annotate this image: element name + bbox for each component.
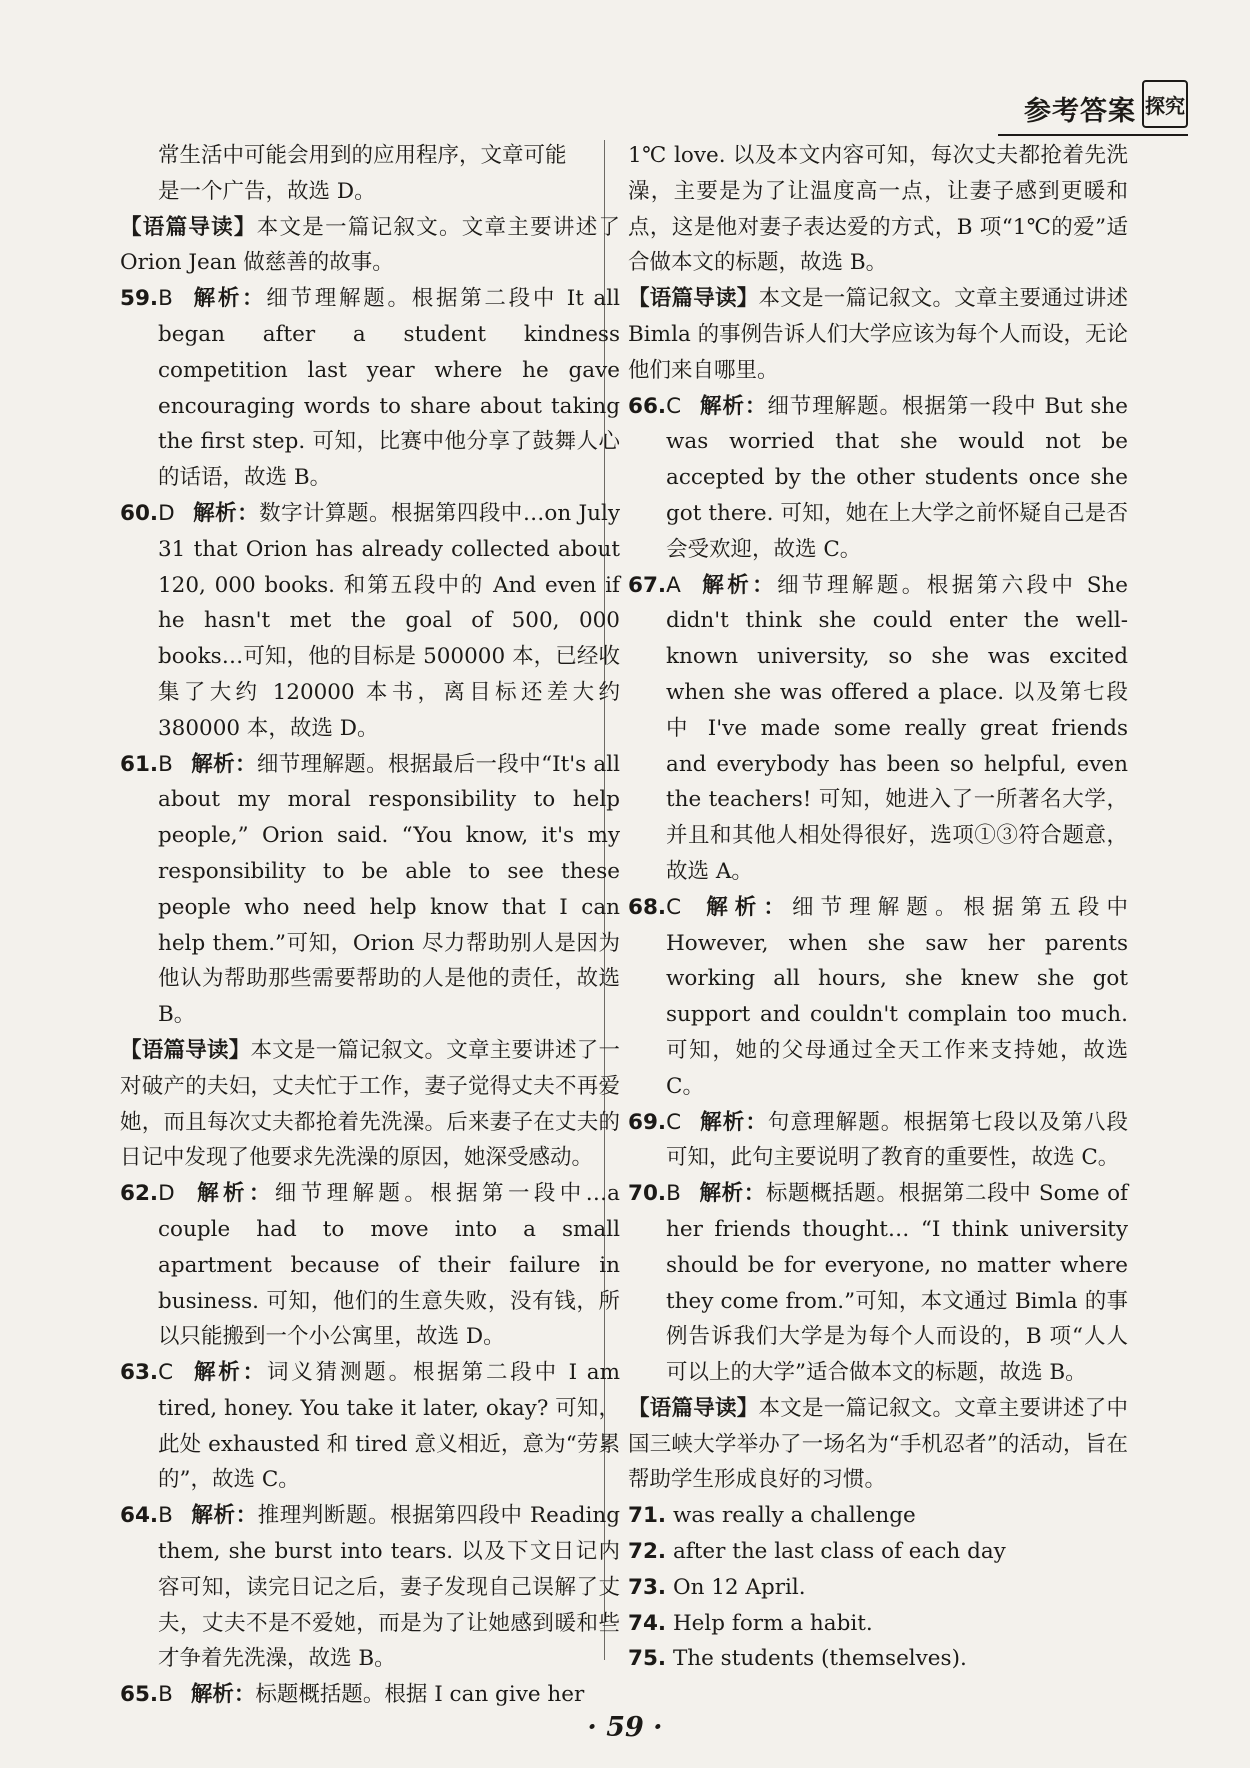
header-title: 参考答案 (1024, 96, 1136, 127)
header-rule (998, 134, 1188, 136)
answer-item-69: 69.C 解析：句意理解题。根据第七段以及第八段可知，此句主要说明了教育的重要性，故选 C。 (628, 1109, 1128, 1171)
answer-item-67: 67.A 解析：细节理解题。根据第六段中 She didn't think she could enter the well-known university, so she was excited when she was offered a place. 以及第七段中 I've made some really great friends and everybody has been so helpful, even the teachers! 可知，她进入了一所著名大学，并且和其他人相处得很好，选项①③符合题意，故选 A。 (628, 572, 1128, 884)
guide-tag: 【语篇导读】 (120, 1037, 251, 1063)
answer-item-65: 65.B 解析：标题概括题。根据 I can give her (120, 1682, 585, 1708)
answer-item-63: 63.C 解析：词义猜测题。根据第二段中 I am tired, honey. You take it later, okay? 可知，此处 exhausted 和 tired 意义相近，意为“劳累的”，故选 C。 (120, 1360, 620, 1493)
answer-item-75: 75. The students (themselves). (628, 1646, 967, 1672)
answer-item-62: 62.D 解析：细节理解题。根据第一段中…a couple had to move into a small apartment because of their failure in business. 可知，他们的生意失败，没有钱，所以只能搬到一个小公寓里，故选 D。 (120, 1181, 620, 1350)
answer-item-59: 59.B 解析：细节理解题。根据第二段中 It all began after a student kindness competition last year where he gave encouraging words to share about taking the first step. 可知，比赛中他分享了鼓舞人心的话语，故选 B。 (120, 286, 620, 491)
answer-item-70: 70.B 解析：标题概括题。根据第二段中 Some of her friends thought… “I think university should be for everyone, no matter where they come from.”可知，本文通过 Bimla 的事例告诉我们大学是为每个人而设的，B 项“人人可以上的大学”适合做本文的标题，故选 B。 (628, 1181, 1128, 1386)
guide-text: 本文是一篇记叙文。文章主要讲述了中国三峡大学举办了一场名为“手机忍者”的活动，旨在帮助学生形成良好的习惯。 (628, 1395, 1128, 1493)
reading-guide (120, 210, 620, 282)
guide-text: 本文是一篇记叙文。文章主要通过讲述 Bimla 的事例告诉人们大学应该为每个人而设，无论他们来自哪里。 (628, 286, 1128, 383)
guide-tag: 【语篇导读】 (628, 1395, 759, 1421)
answer-item-74: 74. Help form a habit. (628, 1610, 873, 1636)
intro-line: 常生活中可能会用到的应用程序，文章可能 是一个广告，故选 D。 (158, 143, 567, 204)
answer-item-64: 64.B 解析：推理判断题。根据第四段中 Reading them, she burst into tears. 以及下文日记内容可知，读完日记之后，妻子发现自己误解了丈夫，丈夫不是不爱她，而是为了让她感到暖和些才争着先洗澡，故选 B。 (120, 1503, 620, 1672)
answer-item-71: 71. was really a challenge (628, 1503, 916, 1529)
guide-text: 本文是一篇记叙文。文章主要讲述了一对破产的夫妇，丈夫忙于工作，妻子觉得丈夫不再爱她，而且每次丈夫都抢着先洗澡。后来妻子在丈夫的日记中发现了他要求先洗澡的原因，她深受感动。 (120, 1037, 620, 1171)
right-column (628, 138, 1128, 1677)
answer-item-66: 66.C 解析：细节理解题。根据第一段中 But she was worried that she would not be accepted by the other students once she got there. 可知，她在上大学之前怀疑自己是否会受欢迎，故选 C。 (628, 393, 1128, 562)
answer-item-72: 72. after the last class of each day (628, 1539, 1006, 1565)
guide-tag: 【语篇导读】 (628, 286, 759, 312)
guide-text: 本文是一篇记叙文。文章主要讲述了 Orion Jean 做慈善的故事。 (120, 214, 620, 276)
guide-tag: 【语篇导读】 (120, 214, 257, 240)
answer-item-61: 61.B 解析：细节理解题。根据最后一段中“It's all about my moral responsibility to help people,” Orion said. “You know, it's my responsibility to be able to see these people who need help know that I can help them.”可知，Orion 尽力帮助别人是因为他认为帮助那些需要帮助的人是他的责任，故选 B。 (120, 751, 620, 1028)
page-header (1024, 80, 1188, 128)
left-column (120, 138, 620, 1713)
reading-guide (628, 281, 1128, 388)
answer-item-73: 73. On 12 April. (628, 1574, 806, 1600)
answer-item-68: 68.C 解析：细节理解题。根据第五段中 However, when she saw her parents working all hours, she knew she got support and couldn't complain too much. 可知，她的父母通过全天工作来支持她，故选 C。 (628, 894, 1128, 1099)
answer-item-60: 60.D 解析：数字计算题。根据第四段中…on July 31 that Orion has already collected about 120, 000 books. 和第五段中的 And even if he hasn't met the goal of 500, 000 books…可知，他的目标是 500000 本，已经收集了大约 120000 本书，离目标还差大约 380000 本，故选 D。 (120, 500, 620, 741)
reading-guide (120, 1033, 620, 1176)
brand-logo-icon: 探究 (1142, 80, 1188, 128)
page-number: · 59 · (587, 1712, 663, 1743)
reading-guide (628, 1391, 1128, 1498)
continued-text: 1℃ love. 以及本文内容可知，每次丈夫都抢着先洗澡，主要是为了让温度高一点，让妻子感到更暖和点，这是他对妻子表达爱的方式，B 项“1℃的爱”适合做本文的标题，故选 B。 (628, 143, 1128, 276)
